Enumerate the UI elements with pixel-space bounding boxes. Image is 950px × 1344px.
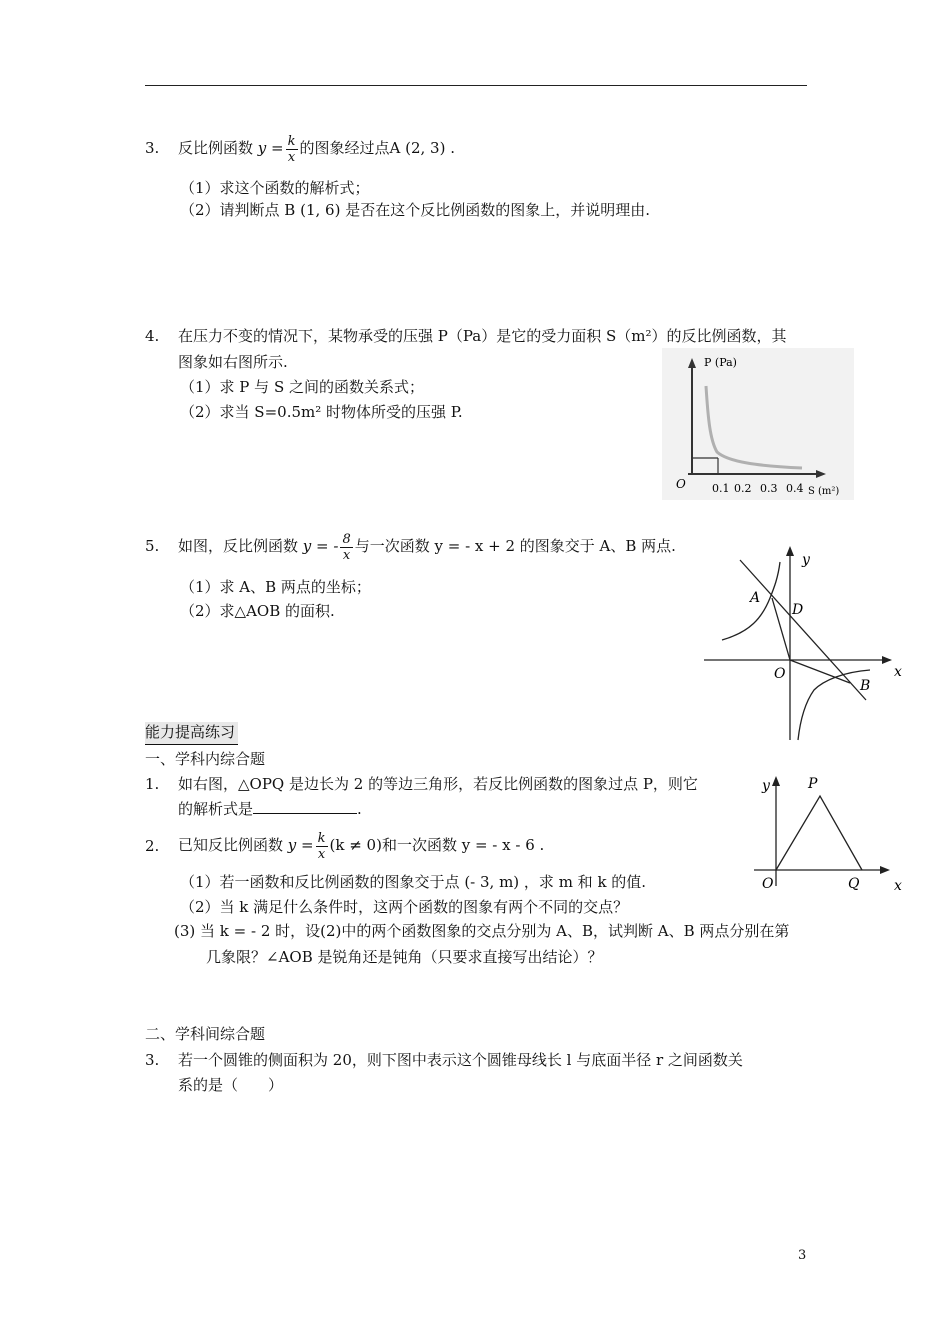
q5-x-arrow (882, 656, 892, 664)
q4-tick-3: 0.3 (760, 482, 778, 495)
q4-pressure-graph (662, 348, 854, 500)
q4-xlabel: S (m²) (808, 486, 840, 497)
q5-label-b: B (860, 678, 871, 694)
p2-frac-den: x (317, 846, 326, 862)
q3-sub1: （1）求这个函数的解析式； (180, 179, 370, 197)
p2-sub2: （2）当 k 满足什么条件时，这两个函数的图象有两个不同的交点？ (180, 898, 629, 916)
p1-label-q: Q (848, 876, 860, 892)
p1-label-o: O (762, 876, 774, 892)
p1-line1: 如右图，△OPQ 是边长为 2 的等边三角形，若反比例函数的图象过点 P，则它 (178, 775, 698, 793)
q3-fraction (286, 134, 298, 165)
q3-sub2: （2）请判断点 B (1, 6) 是否在这个反比例函数的图象上，并说明理由. (180, 201, 650, 219)
q3-stem (178, 132, 455, 165)
header-rule (145, 85, 807, 86)
q5-label-o: O (774, 666, 786, 682)
q5-y-eq: y = - (302, 537, 339, 555)
p3-line2: 系的是（ ） (178, 1076, 284, 1094)
p1-x-arrow (880, 866, 890, 874)
p2-number: 2. (145, 837, 160, 855)
section-heading: 能力提高练习 (145, 722, 238, 745)
p2-y-eq: y = (287, 836, 314, 854)
q4-sub2: （2）求当 S=0.5m² 时物体所受的压强 P. (180, 403, 463, 421)
q5-post: 与一次函数 y = - x + 2 的图象交于 A、B 两点. (354, 537, 676, 555)
p1-label-y: y (762, 778, 770, 794)
q5-label-a: A (750, 590, 761, 606)
q5-number: 5. (145, 537, 160, 555)
q5-segment-oa (772, 598, 790, 660)
p1-triangle (776, 796, 862, 870)
p2-pre: 已知反比例函数 (178, 836, 284, 854)
p2-cond: (k ≠ 0) (329, 836, 382, 854)
p1-label-p: P (808, 776, 818, 792)
p2-sub3-line1: (3) 当 k = - 2 时，设(2)中的两个函数图象的交点分别为 A、B，试判断 A、B 两点分别在第 (174, 922, 790, 940)
p1-line2-post: . (357, 800, 362, 818)
q5-label-y: y (802, 552, 810, 568)
p1-label-x: x (894, 878, 902, 894)
q5-frac-den: x (342, 547, 351, 563)
section-part2: 二、学科间综合题 (145, 1025, 266, 1043)
q4-graph-background (662, 348, 854, 500)
p1-number: 1. (145, 775, 160, 793)
q3-post: 的图象经过点 (299, 139, 390, 157)
q5-label-x: x (894, 664, 902, 680)
q3-y-eq: y = (257, 139, 284, 157)
q4-ylabel: P (Pa) (704, 356, 737, 369)
q5-graph (698, 540, 908, 750)
p3-number: 3. (145, 1051, 160, 1069)
q3-frac-num: k (287, 133, 296, 149)
q5-sub2: （2）求△AOB 的面积. (180, 602, 335, 620)
p2-sub1: （1）若一函数和反比例函数的图象交于点 (- 3, m) ，求 m 和 k 的值. (180, 873, 647, 891)
q4-sub1: （1）求 P 与 S 之间的函数关系式； (180, 378, 424, 396)
p1-triangle-graph (752, 768, 912, 896)
p2-post: 和一次函数 y = - x - 6 . (381, 836, 545, 854)
q4-line2: 图象如右图所示. (178, 353, 288, 371)
q5-line (740, 560, 866, 700)
q5-frac-num: 8 (342, 531, 351, 547)
q4-number: 4. (145, 327, 160, 345)
q4-tick-4: 0.4 (786, 482, 804, 495)
q3-pre: 反比例函数 (178, 139, 254, 157)
q5-pre: 如图，反比例函数 (178, 537, 299, 555)
p2-fraction (316, 831, 328, 862)
q5-label-d: D (792, 602, 804, 618)
q3-point: A (2, 3) . (389, 139, 455, 157)
q4-tick-2: 0.2 (734, 482, 752, 495)
p1-line2-pre: 的解析式是 (178, 800, 254, 818)
q5-stem (178, 530, 676, 563)
q3-number: 3. (145, 139, 160, 157)
answer-blank[interactable] (253, 799, 357, 814)
q4-line1: 在压力不变的情况下，某物承受的压强 P（Pa）是它的受力面积 S（m²）的反比例函数，其 (178, 327, 787, 345)
page-number: 3 (798, 1248, 807, 1263)
q4-tick-1: 0.1 (712, 482, 730, 495)
q5-y-arrow (786, 546, 794, 556)
p2-sub3-line2: 几象限？∠AOB 是锐角还是钝角（只要求直接写出结论）？ (206, 948, 603, 966)
q3-frac-den: x (287, 149, 296, 165)
section-part1: 一、学科内综合题 (145, 750, 266, 768)
p3-line1: 若一个圆锥的侧面积为 20，则下图中表示这个圆锥母线长 l 与底面半径 r 之间函数关 (178, 1051, 743, 1069)
q5-sub1: （1）求 A、B 两点的坐标； (180, 578, 371, 596)
p1-line2 (178, 799, 362, 819)
q4-origin: O (676, 477, 686, 491)
p1-y-arrow (772, 776, 780, 786)
q5-fraction (340, 532, 352, 563)
p2-frac-num: k (317, 830, 326, 846)
p2-stem (178, 828, 544, 862)
